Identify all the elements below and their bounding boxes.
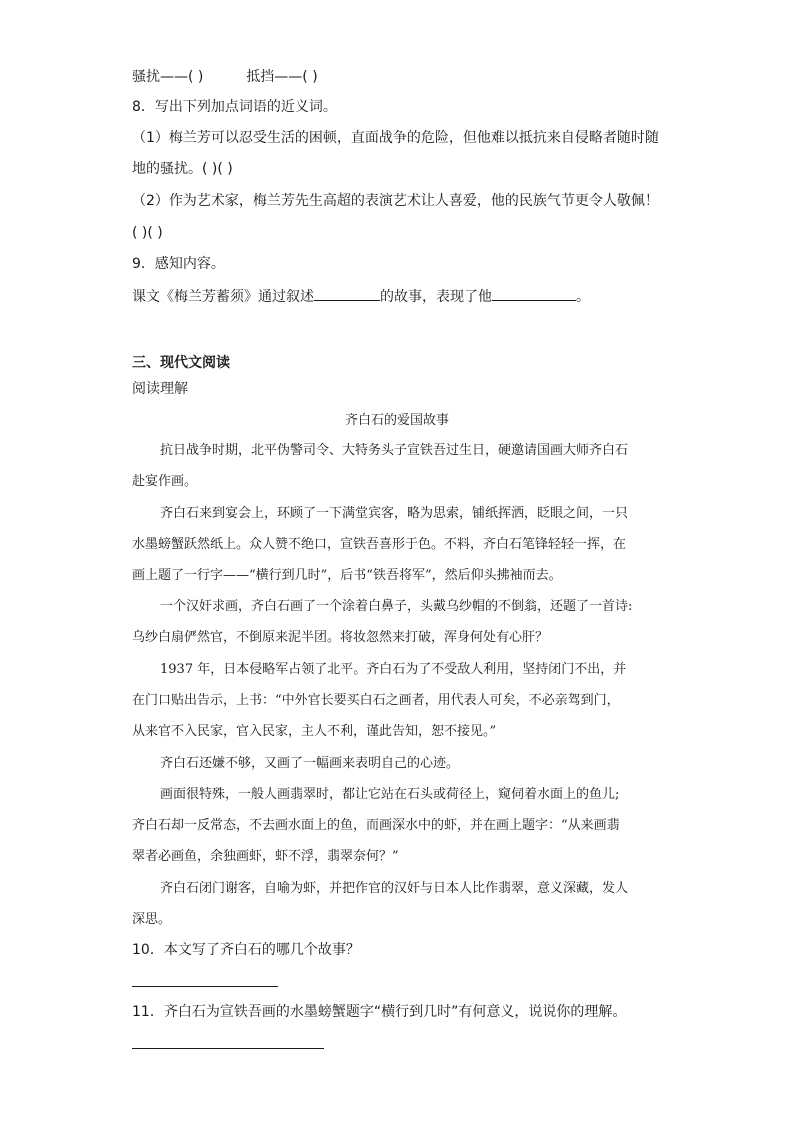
section-3-heading: 三、现代文阅读 [132,355,230,371]
question-8-title: 8．写出下列加点词语的近义词。 [132,99,337,115]
passage-line: 深思。 [132,912,172,927]
passage-line: 抗日战争时期，北平伪警司令、大特务头子宣铁吾过生日，硬邀请国画大师齐白石 [160,443,629,458]
passage-line: 齐白石还嫌不够，又画了一幅画来表明自己的心迹。 [160,756,460,771]
synonym-pairs-line [132,67,318,87]
passage-line: 1937 年，日本侵略军占领了北平。齐白石为了不受敌人利用，坚持闭门不出，并 [160,662,627,677]
question-9-fill-line [132,286,590,307]
question-9-title: 9．感知内容。 [132,256,225,272]
question-11-text: 11．齐白石为宣铁吾画的水墨螃蟹题字“横行到几时”有何意义，说说你的理解。 [132,1004,627,1020]
question-9-text-c: 。 [576,289,590,305]
section-3-subheading: 阅读理解 [132,381,188,397]
question-9-blank-1[interactable] [314,286,380,301]
passage-line: 赴宴作画。 [132,474,198,489]
passage-line: 从来官不入民家，官入民家，主人不利，谨此告知，恕不接见。” [132,724,497,739]
pair-didang: 抵挡——( ) [246,69,318,85]
pair-saorao: 骚扰——( ) [132,69,204,85]
passage-line: 在门口贴出告示，上书：“中外官长要买白石之画者，用代表人可矣，不必亲驾到门， [132,693,620,708]
passage-line: 齐白石却一反常态，不去画水面上的鱼，而画深水中的虾，并在画上题字：“从来画翡 [132,818,620,833]
passage-line: 一个汉奸求画，齐白石画了一个涂着白鼻子，头戴乌纱帽的不倒翁，还题了一首诗: [160,599,633,614]
passage-title: 齐白石的爱国故事 [344,413,449,428]
question-8-item-1-line-1: （1）梅兰芳可以忍受生活的困顿，直面战争的危险，但他难以抵抗来自侵略者随时随 [132,130,659,146]
question-9-text-a: 课文《梅兰芳蓄须》通过叙述 [132,289,314,305]
question-9-text-b: 的故事，表现了他 [380,289,492,305]
question-10-answer-line[interactable] [132,986,278,987]
passage-line: 乌纱白扇俨然官，不倒原来泥半团。将妆忽然来打破，浑身何处有心肝？ [132,630,549,645]
question-10-text: 10．本文写了齐白石的哪几个故事？ [132,942,360,958]
passage-line: 齐白石闭门谢客，自喻为虾，并把作官的汉奸与日本人比作翡翠，意义深藏，发人 [160,881,629,896]
passage-line: 画面很特殊，一般人画翡翠时，都让它站在石头或荷径上，窥伺着水面上的鱼儿; [160,787,620,802]
question-11-answer-line[interactable] [132,1048,324,1049]
question-8-item-2-line-2: ( )( ) [132,225,163,241]
passage-line: 翠者必画鱼，余独画虾，虾不浮，翡翠奈何？” [132,849,399,864]
question-9-blank-2[interactable] [492,286,576,301]
passage-line: 画上题了一行字——“横行到几时”，后书“铁吾将军”，然后仰头拂袖而去。 [132,568,562,583]
question-8-item-2-line-1: （2）作为艺术家，梅兰芳先生高超的表演艺术让人喜爱，他的民族气节更令人敬佩！ [132,193,659,209]
passage-line: 齐白石来到宴会上，环顾了一下满堂宾客，略为思索，铺纸挥洒，眨眼之间，一只 [160,506,629,521]
question-8-item-1-line-2: 地的骚扰。( )( ) [132,161,233,177]
passage-line: 水墨螃蟹跃然纸上。众人赞不绝口，宣铁吾喜形于色。不料，齐白石笔锋轻轻一挥，在 [132,537,627,552]
